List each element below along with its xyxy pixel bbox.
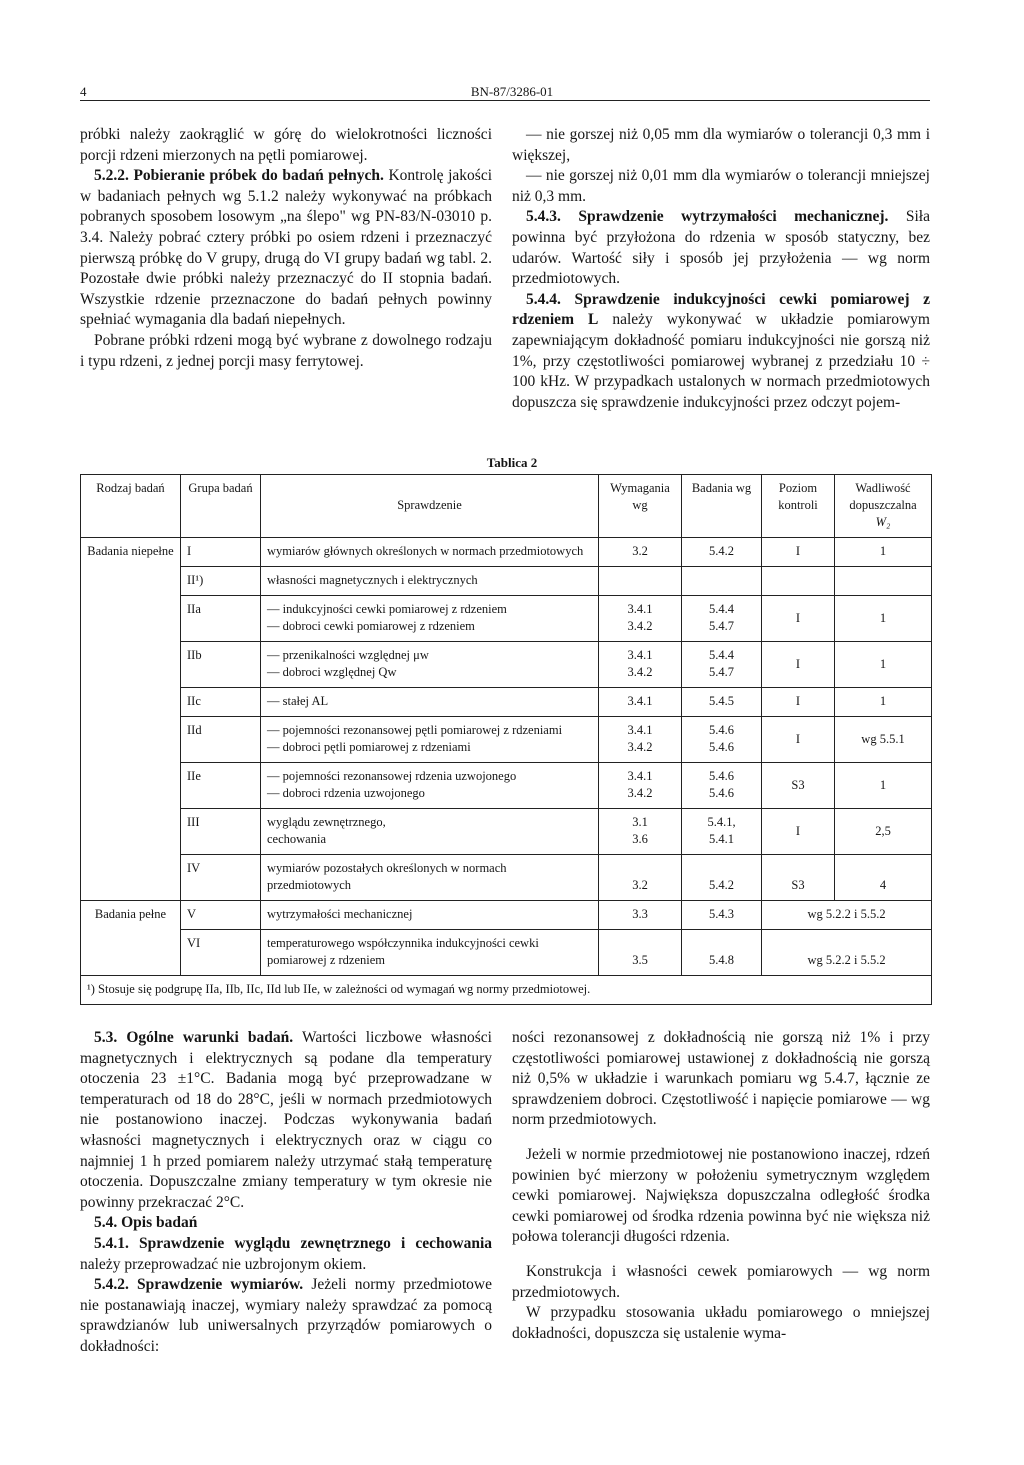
paragraph: W przypadku stosowania układu pomiarowego o mniejszej dokładności, dopuszcza się ustalenie wyma- xyxy=(512,1304,930,1342)
paragraph: ności rezonansowej z dokładnością nie gorszą niż 1% i przy częstotliwości pomiarowej ustawionej z dokładnością nie gorszą niż 0,5% w układzie i warunkach pomiaru wg 5.4.7, łącznie ze sprawdzeniem dobroci. Częstotliwość i napięcie pomiarowe — wg norm przedmiotowych. xyxy=(512,1029,930,1129)
defect-cell xyxy=(835,567,932,596)
test-line: 5.4.6 xyxy=(709,740,734,754)
req-cell xyxy=(599,642,682,688)
section-number: 5.4. xyxy=(94,1214,118,1232)
req-line: 3.4.1 xyxy=(627,723,653,737)
test-cell xyxy=(682,809,762,855)
header-cell xyxy=(835,475,932,538)
defect-cell: 1 xyxy=(835,688,932,717)
level-cell xyxy=(762,567,835,596)
check-cell: wymiarów głównych określonych w normach przedmiotowych xyxy=(261,538,599,567)
table-caption: Tablica 2 xyxy=(486,455,538,470)
group-cell: IIe xyxy=(181,763,261,809)
req-cell xyxy=(599,596,682,642)
table-row xyxy=(81,567,932,596)
paragraph: Jeżeli w normie przedmiotowej nie postanowiono inaczej, rdzeń powinien być mierzony w położeniu symetrycznym względem cewki pomiarowej. Największa dopuszczalna odległość środka cewki pomiarowej od środka rdzenia powinna być nie większa niż połowa tolerancji długości rdzenia. xyxy=(512,1145,930,1246)
req-line: 3.4.1 xyxy=(627,769,653,783)
section-number: 5.2.2. xyxy=(94,167,129,185)
section-title: Sprawdzenie indukcyjności cewki pomiarowej z rdzeniem L xyxy=(512,290,930,329)
group-cell: IIb xyxy=(181,642,261,688)
group-cell: IV xyxy=(181,855,261,901)
kind-cell: Badania niepełne xyxy=(81,538,181,901)
section-text: Wartości liczbowe własności magnetycznych i elektrycznych są podane dla temperatury otoczenia 23 ±1°C. Badania mogą być przeprowadzane w temperaturach od 18 do 28°C, jeśli w normach przedmiotowych nie postanowiono inaczej. Podczas wykonywania badań własności magnetycznych i elektrycznych oraz w ciągu co najmniej 1 h przed pomiarem należy utrzymać stałą temperaturę otoczenia. Dopuszczalne zmiany temperatury w tym okresie nie powinny przekraczać 2°C. xyxy=(80,1029,492,1211)
check-line: — dobroci rdzenia uzwojonego xyxy=(267,786,425,800)
level-cell: I xyxy=(762,809,835,855)
header-cell: Poziom kontroli xyxy=(762,475,835,538)
req-line: 3.4.2 xyxy=(627,619,653,633)
section-5-4-3 xyxy=(512,207,930,289)
defect-cell: 1 xyxy=(835,642,932,688)
section-text: Jeżeli normy przedmiotowe nie postanawiają inaczej, wymiary należy sprawdzać za pomocą sprawdzianów lub uniwersalnych przyrządów pomiarowych o dokładności: xyxy=(80,1276,493,1355)
section-number: 5.4.3. xyxy=(526,208,561,226)
check-line: wyglądu zewnętrznego, xyxy=(267,815,386,829)
check-line: — dobroci cewki pomiarowej z rdzeniem xyxy=(267,619,475,633)
section-5-2-2 xyxy=(80,166,492,331)
test-cell xyxy=(682,567,762,596)
level-cell: I xyxy=(762,688,835,717)
req-cell xyxy=(599,717,682,763)
table-row xyxy=(81,596,932,642)
check-line: — indukcyjności cewki pomiarowej z rdzeniem xyxy=(267,602,507,616)
table-row xyxy=(81,763,932,809)
req-line: 3.4.2 xyxy=(627,740,653,754)
table-row xyxy=(81,930,932,976)
test-line: 5.4.6 xyxy=(709,786,734,800)
section-5-4-2 xyxy=(80,1275,492,1357)
level-cell: I xyxy=(762,642,835,688)
section-text: Kontrolę jakości w badaniach pełnych wg 5.1.2 należy wykonywać na próbkach pobranych sposobem losowym „na ślepo" wg PN-83/N-03010 p. 3.4. Należy pobrać cztery próbki po osiem rdzeni i przeznaczyć pierwszą próbkę do V grupy, drugą do VI grupy badań wg tabl. 2. Pozostałe dwie próbki należy przeznaczyć do II stopnia badań. Wszystkie rdzenie przeznaczone do badań pełnych powinny spełniać wymagania dla badań niepełnych. xyxy=(80,167,493,329)
defect-cell: 1 xyxy=(835,763,932,809)
level-cell: I xyxy=(762,596,835,642)
req-cell: 3.3 xyxy=(599,901,682,930)
test-line: 5.4.1 xyxy=(709,832,734,846)
header-cell: Rodzaj badań xyxy=(81,475,181,538)
section-5-4 xyxy=(80,1213,492,1234)
header-symbol: W₂ xyxy=(875,515,891,529)
table-row xyxy=(81,855,932,901)
defect-cell: 2,5 xyxy=(835,809,932,855)
page-number: 4 xyxy=(80,84,87,99)
defect-cell: 1 xyxy=(835,596,932,642)
test-cell xyxy=(682,717,762,763)
header-rule xyxy=(80,100,930,101)
req-cell: 3.5 xyxy=(599,930,682,976)
test-line: 5.4.6 xyxy=(709,769,734,783)
test-line: 5.4.7 xyxy=(709,665,734,679)
level-cell: S3 xyxy=(762,763,835,809)
test-cell: 5.4.2 xyxy=(682,538,762,567)
check-line: — przenikalności względnej μw xyxy=(267,648,429,662)
test-cell: 5.4.8 xyxy=(682,930,762,976)
check-cell: własności magnetycznych i elektrycznych xyxy=(261,567,599,596)
top-right-column xyxy=(512,125,930,413)
group-cell: III xyxy=(181,809,261,855)
header-label: Wadliwość dopuszczalna xyxy=(849,481,917,512)
req-line: 3.4.1 xyxy=(627,648,653,662)
table-row xyxy=(81,688,932,717)
document-id: BN-87/3286-01 xyxy=(470,84,554,99)
group-cell: II¹) xyxy=(181,567,261,596)
bottom-left-column xyxy=(80,1028,492,1358)
table-footnote-row xyxy=(81,976,932,1005)
top-left-column xyxy=(80,125,492,372)
req-cell xyxy=(599,763,682,809)
check-line: — dobroci pętli pomiarowej z rdzeniami xyxy=(267,740,471,754)
check-cell xyxy=(261,717,599,763)
group-cell: IId xyxy=(181,717,261,763)
header-cell: Sprawdzenie xyxy=(261,475,599,538)
test-cell xyxy=(682,596,762,642)
group-cell: IIa xyxy=(181,596,261,642)
check-line: — pojemności rezonansowej rdzenia uzwojonego xyxy=(267,769,517,783)
list-item: — nie gorszej niż 0,01 mm dla wymiarów o tolerancji mniejszej niż 0,3 mm. xyxy=(512,167,930,205)
section-title: Sprawdzenie wyglądu zewnętrznego i cechowania xyxy=(139,1234,493,1252)
check-line: — dobroci względnej Qw xyxy=(267,665,397,679)
table-row xyxy=(81,717,932,763)
check-cell: wytrzymałości mechanicznej xyxy=(261,901,599,930)
defect-cell: wg 5.5.1 xyxy=(835,717,932,763)
header-cell: Badania wg xyxy=(682,475,762,538)
section-title: Pobieranie próbek do badań pełnych. xyxy=(133,167,384,185)
test-line: 5.4.7 xyxy=(709,619,734,633)
check-cell xyxy=(261,809,599,855)
req-cell xyxy=(599,567,682,596)
table-row xyxy=(81,809,932,855)
table-row xyxy=(81,642,932,688)
test-cell: 5.4.3 xyxy=(682,901,762,930)
group-cell: IIc xyxy=(181,688,261,717)
check-line: — pojemności rezonansowej pętli pomiarowej z rdzeniami xyxy=(267,723,563,737)
table-row xyxy=(81,538,932,567)
req-line: 3.4.2 xyxy=(627,786,653,800)
section-number: 5.4.1. xyxy=(94,1234,129,1252)
table-row xyxy=(81,901,932,930)
req-line: 3.4.1 xyxy=(627,602,653,616)
test-cell xyxy=(682,642,762,688)
req-cell: 3.2 xyxy=(599,538,682,567)
section-title: Opis badań xyxy=(121,1214,198,1232)
section-title: Ogólne warunki badań. xyxy=(126,1029,294,1046)
level-defect-cell: wg 5.2.2 i 5.5.2 xyxy=(762,901,932,930)
check-cell: temperaturowego współczynnika indukcyjności cewki pomiarowej z rdzeniem xyxy=(261,930,599,976)
req-line: 3.1 xyxy=(632,815,648,829)
check-cell xyxy=(261,763,599,809)
section-number: 5.4.4. xyxy=(526,290,561,308)
section-number: 5.4.2. xyxy=(94,1276,129,1294)
req-cell xyxy=(599,809,682,855)
req-cell: 3.2 xyxy=(599,855,682,901)
section-5-3 xyxy=(80,1028,492,1213)
test-table xyxy=(80,474,932,1005)
paragraph: Konstrukcja i własności cewek pomiarowych — wg norm przedmiotowych. xyxy=(512,1262,930,1301)
defect-cell: 1 xyxy=(835,538,932,567)
check-cell: — stałej AL xyxy=(261,688,599,717)
req-line: 3.4.2 xyxy=(627,665,653,679)
table-footnote: ¹) Stosuje się podgrupę IIa, IIb, IIc, IId lub IIe, w zależności od wymagań wg normy przedmiotowej. xyxy=(81,976,932,1005)
test-cell: 5.4.2 xyxy=(682,855,762,901)
level-cell: I xyxy=(762,538,835,567)
section-text: należy wykonywać w układzie pomiarowym zapewniającym dokładność pomiaru indukcyjności nie gorszą niż 1%, przy częstotliwości pomiarowej wybranej z przedziału 10 ÷ 100 kHz. W przypadkach ustalonych w normach przedmiotowych dopuszcza się sprawdzenie indukcyjności przez odczyt pojem- xyxy=(512,311,930,411)
paragraph: próbki należy zaokrąglić w górę do wielokrotności liczności porcji rdzeni mierzonych na pętli pomiarowej. xyxy=(80,126,492,164)
test-line: 5.4.4 xyxy=(709,602,734,616)
level-cell: S3 xyxy=(762,855,835,901)
check-cell xyxy=(261,642,599,688)
test-cell xyxy=(682,763,762,809)
header-cell: Wymagania wg xyxy=(599,475,682,538)
check-cell: wymiarów pozostałych określonych w normach przedmiotowych xyxy=(261,855,599,901)
section-title: Sprawdzenie wymiarów. xyxy=(137,1276,304,1294)
check-line: cechowania xyxy=(267,832,326,846)
section-5-4-1 xyxy=(80,1234,492,1275)
section-number: 5.3. xyxy=(94,1029,118,1046)
section-5-4-4 xyxy=(512,290,930,414)
req-line: 3.6 xyxy=(632,832,648,846)
test-line: 5.4.4 xyxy=(709,648,734,662)
group-cell: VI xyxy=(181,930,261,976)
section-title: Sprawdzenie wytrzymałości mechanicznej. xyxy=(578,208,889,226)
defect-cell: 4 xyxy=(835,855,932,901)
test-line: 5.4.6 xyxy=(709,723,734,737)
req-cell: 3.4.1 xyxy=(599,688,682,717)
section-text: należy przeprowadzać nie uzbrojonym okiem. xyxy=(80,1255,367,1273)
kind-cell: Badania pełne xyxy=(81,901,181,976)
table-header-row xyxy=(81,475,932,538)
section-text: Siła powinna być przyłożona do rdzenia w sposób statyczny, bez udarów. Wartość siły i sposób jej przyłożenia — wg norm przedmiotowych. xyxy=(512,208,930,288)
group-cell: I xyxy=(181,538,261,567)
test-cell: 5.4.5 xyxy=(682,688,762,717)
header-cell: Grupa badań xyxy=(181,475,261,538)
level-cell: I xyxy=(762,717,835,763)
level-defect-cell: wg 5.2.2 i 5.5.2 xyxy=(762,930,932,976)
bottom-right-column xyxy=(512,1028,930,1344)
paragraph: Pobrane próbki rdzeni mogą być wybrane z dowolnego rodzaju i typu rdzeni, z jednej porcji masy ferrytowej. xyxy=(80,331,492,370)
list-item: — nie gorszej niż 0,05 mm dla wymiarów o tolerancji 0,3 mm i większej, xyxy=(512,126,930,164)
group-cell: V xyxy=(181,901,261,930)
test-line: 5.4.1, xyxy=(707,815,736,829)
check-cell xyxy=(261,596,599,642)
